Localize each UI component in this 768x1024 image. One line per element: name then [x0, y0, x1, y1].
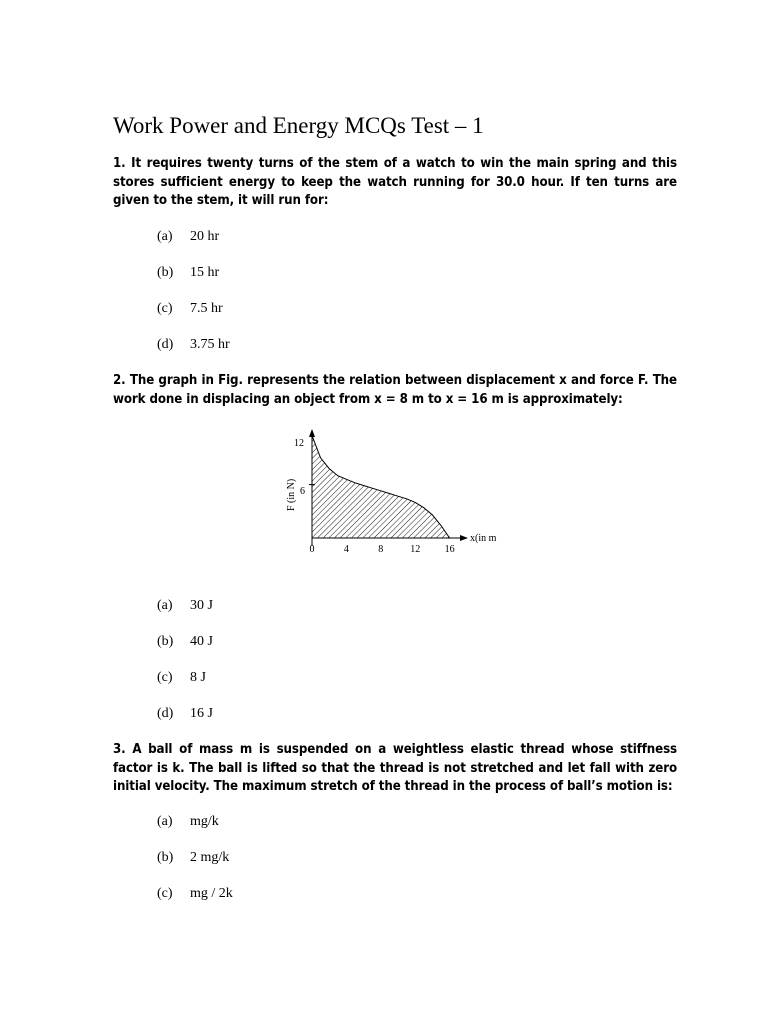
option-value: 3.75 hr	[190, 337, 230, 352]
question-3-text: 3. A ball of mass m is suspended on a weightless elastic thread whose stiffness factor is k. The ball is lifted so that the thread is not stretched and let fall with zero initial velocity. The maximum stretch of the thread in the process of ball’s motion is:	[113, 742, 677, 794]
y-tick-label-12: 12	[294, 438, 304, 449]
force-displacement-graph	[280, 428, 510, 558]
question-3-option-c	[157, 886, 233, 902]
x-tick-label-12: 12	[410, 544, 421, 555]
question-1-text: 1. It requires twenty turns of the stem of a watch to win the main spring and this stores sufficient energy to keep the watch running for 30.0 hour. If ten turns are given to the stem, it will run for:	[113, 156, 677, 208]
option-label: (b)	[157, 634, 174, 649]
option-value: 8 J	[190, 670, 206, 685]
option-label: (c)	[157, 301, 173, 316]
question-1-option-c	[157, 301, 223, 317]
option-label: (c)	[157, 670, 173, 685]
question-1-option-a	[157, 229, 219, 245]
x-tick-labels	[310, 544, 455, 555]
x-tick-label-8: 8	[378, 544, 384, 555]
option-value: mg / 2k	[190, 886, 233, 901]
option-value: 2 mg/k	[190, 850, 230, 865]
question-3-option-a	[157, 814, 219, 830]
option-label: (d)	[157, 337, 174, 352]
option-value: 7.5 hr	[190, 301, 223, 316]
question-1-option-b	[157, 265, 219, 281]
y-axis-label: F (in N)	[286, 478, 297, 511]
question-2-text: 2. The graph in Fig. represents the relation between displacement x and force F. The work done in displacing an object from x = 8 m to x = 16 m is approximately:	[113, 373, 677, 407]
y-tick-label-6: 6	[300, 486, 305, 497]
question-1-option-d	[157, 337, 230, 353]
question-3-option-b	[157, 850, 229, 866]
hatched-area	[312, 436, 450, 538]
x-tick-label-16: 16	[444, 544, 455, 555]
option-label: (b)	[157, 265, 174, 280]
option-value: 30 J	[190, 598, 213, 613]
x-tick-label-0: 0	[309, 544, 315, 555]
option-label: (a)	[157, 814, 173, 829]
question-2-option-c	[157, 670, 206, 686]
option-value: 20 hr	[190, 229, 220, 244]
option-value: 16 J	[190, 706, 213, 721]
question-2-option-b	[157, 634, 213, 650]
option-label: (a)	[157, 229, 173, 244]
x-axis-label: x(in m	[470, 533, 497, 544]
option-label: (d)	[157, 706, 174, 721]
page-title: Work Power and Energy MCQs Test – 1	[113, 113, 484, 138]
option-value: mg/k	[190, 814, 219, 829]
option-value: 40 J	[190, 634, 213, 649]
x-tick-label-4: 4	[343, 544, 349, 555]
option-label: (b)	[157, 850, 174, 865]
y-axis-arrow	[309, 429, 315, 437]
question-2-option-a	[157, 598, 213, 614]
option-label: (a)	[157, 598, 173, 613]
option-label: (c)	[157, 886, 173, 901]
option-value: 15 hr	[190, 265, 220, 280]
question-2-option-d	[157, 706, 213, 722]
x-axis-arrow	[460, 535, 468, 541]
